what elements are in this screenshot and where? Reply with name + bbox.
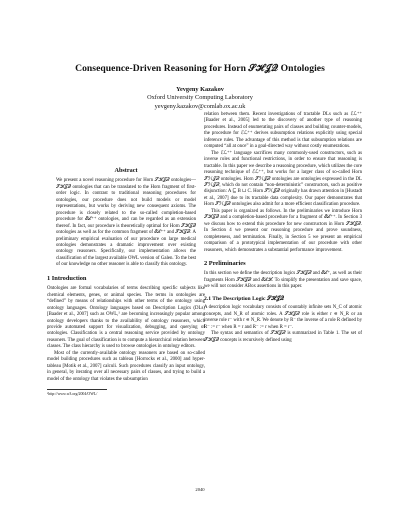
intro-paragraph-1: Ontologies are formal vocabularies of terms describing specific subjects like chemical elements, genes, or animal species. The terms in ontologies are “defined” by means of relationships with other terms of the ontology using ontology languages. Ontology languages based on Description Logics (DLs) [Baader et al., 2007] such as OWL,¹ are becoming increasingly popular among ontology developers thanks to the availability of ontology reasoners, which provide automated support for visualization, debugging, and querying of ontologies. Classification is a central reasoning service provided by ontology reasoners. The goal of classification is to compute a hierarchical relation between classes. The class hierarchy is used to browse ontologies in ontology editors. xyxy=(47,286,205,350)
author-affiliation: Oxford University Computing Laboratory xyxy=(147,94,253,102)
author-email: yevgeny.kazakov@comlab.ox.ac.uk xyxy=(154,102,246,110)
author-block xyxy=(0,86,400,111)
page-number: 2040 xyxy=(195,487,205,492)
subsection-paragraph-2: The syntax and semantics of 𝒮ℋ𝒥𝒬 is summarized in Table 1. The set of 𝒮ℋ𝒥𝒬 concepts is recursively defined using xyxy=(204,331,362,343)
paper-title: Consequence-Driven Reasoning for Horn 𝒮ℋ𝒥𝒬 Ontologies xyxy=(75,63,325,74)
abstract-text: We present a novel reasoning procedure for Horn 𝒮ℋ𝒥𝒬 ontologies—𝒮ℋ𝒥𝒬 ontologies that can be translated to the Horn fragment of first-order logic. In contrast to traditional reasoning procedures for ontologies, our procedure does not build models or model representations, but works by deriving new consequent axioms. The procedure is closely related to the so-called completion-based procedure for ℰℒ⁺⁺ ontologies, and can be regarded as an extension thereof. In fact, our procedure is theoretically optimal for Horn 𝒮ℋ𝒥𝒬 ontologies as well as for the common fragment of ℰℒ⁺⁺ and 𝒮ℋ𝒥𝒬. A preliminary empirical evaluation of our procedure on large medical ontologies demonstrates a dramatic improvement over existing ontology reasoners. Specifically, our implementation allows the classification of the largest available OWL version of Galen. To the best of our knowledge no other reasoner is able to classify this ontology. xyxy=(56,178,196,268)
footnote-owl-url: ¹http://www.w3.org/2004/OWL/ xyxy=(47,392,98,397)
footnote-divider xyxy=(47,389,107,390)
subsection-description-logic-heading: 2.1 The Description Logic 𝒮ℋ𝒥𝒬 xyxy=(204,295,285,302)
preliminaries-paragraph: In this section we define the description logics 𝒮ℋ𝒥𝒬 and ℰℒ⁺, as well as their fragments Horn 𝒮ℋ𝒥𝒬 and ℰℒℋ. To simplify the presentation and save space, we will not consider ABox assertions in this paper. xyxy=(204,271,362,290)
section-preliminaries-heading: 2 Preliminaries xyxy=(204,259,246,267)
abstract-heading: Abstract xyxy=(114,167,138,174)
right-column xyxy=(204,112,362,344)
author-name: Yevgeny Kazakov xyxy=(176,86,224,93)
left-column xyxy=(47,168,205,397)
right-paragraph-2: The ℰℒ⁺⁺ language sacrifices many commonly-used constructors, such as inverse roles and functional restrictions, in order to ensure that reasoning is tractable. In this paper we describe a reasoning procedure, which utilizes the core reasoning technique of ℰℒ⁺⁺, but works for a larger class of so-called Horn 𝒮ℋ𝒥𝒬 ontologies. Horn 𝒮ℋ𝒥𝒬 ontologies are ontologies expressed in the DL 𝒮ℋ𝒥𝒬, which do not contain “non-deterministic” constructors, such as positive disjunction: A ⊑ B ⊔ C. Horn 𝒮ℋ𝒥𝒬 originally has drawn attention in [Hustadt et al., 2007] due to its tractable data complexity. Our paper demonstrates that Horn 𝒮ℋ𝒥𝒬 ontologies also admit for a more efficient classification procedure. xyxy=(204,150,362,208)
section-introduction-heading: 1 Introduction xyxy=(47,274,87,282)
intro-paragraph-2: Most of the currently-available ontology reasoners are based on so-called model building procedures such as tableau [Horrocks et al., 2000] and hyper-tableau [Motik et al., 2007] calculi. Such procedures classify an input ontology, in general, by iterating over all necessary pairs of classes, and trying to build a model of the ontology that violates the subsumption xyxy=(47,350,205,382)
abstract-body xyxy=(47,178,205,268)
subsection-paragraph-1: A description logic vocabulary consists of countably infinite sets N_C of atomic concepts, and N_R of atomic roles. A 𝒮ℋ𝒥𝒬 role is either r ∈ N_R or an inverse role r⁻ with r ∈ N_R. We denote by R⁻ the inverse of a role R defined by R⁻ := r⁻ when R = r and R⁻ := r when R = r⁻. xyxy=(204,305,362,330)
right-paragraph-1: relation between them. Recent investigations of tractable DLs such as ℰℒ⁺⁺ [Baader et al., 2005] led to the discovery of another type of reasoning procedures. Instead of enumerating pairs of classes and building counter-models, the procedure for ℰℒ⁺⁺ derives subsumption relations explicitly using special inference rules. The advantage of this method is that subsumption relations are computed “all at once” in a goal-directed way without costly enumerations. xyxy=(204,112,362,150)
right-paragraph-3: This paper is organized as follows. In the preliminaries we introduce Horn 𝒮ℋ𝒥𝒬 and a completion-based procedure for a fragment of ℰℒ⁺⁺. In Section 3 we discuss how to extend this procedure for new constructors in Horn 𝒮ℋ𝒥𝒬. In Section 4 we present our reasoning procedure and prove soundness, completeness, and termination. Finally, in Section 5 we present an empirical comparison of a prototypical implementation of our procedure with other reasoners, which demonstrates a substantial performance improvement. xyxy=(204,208,362,253)
